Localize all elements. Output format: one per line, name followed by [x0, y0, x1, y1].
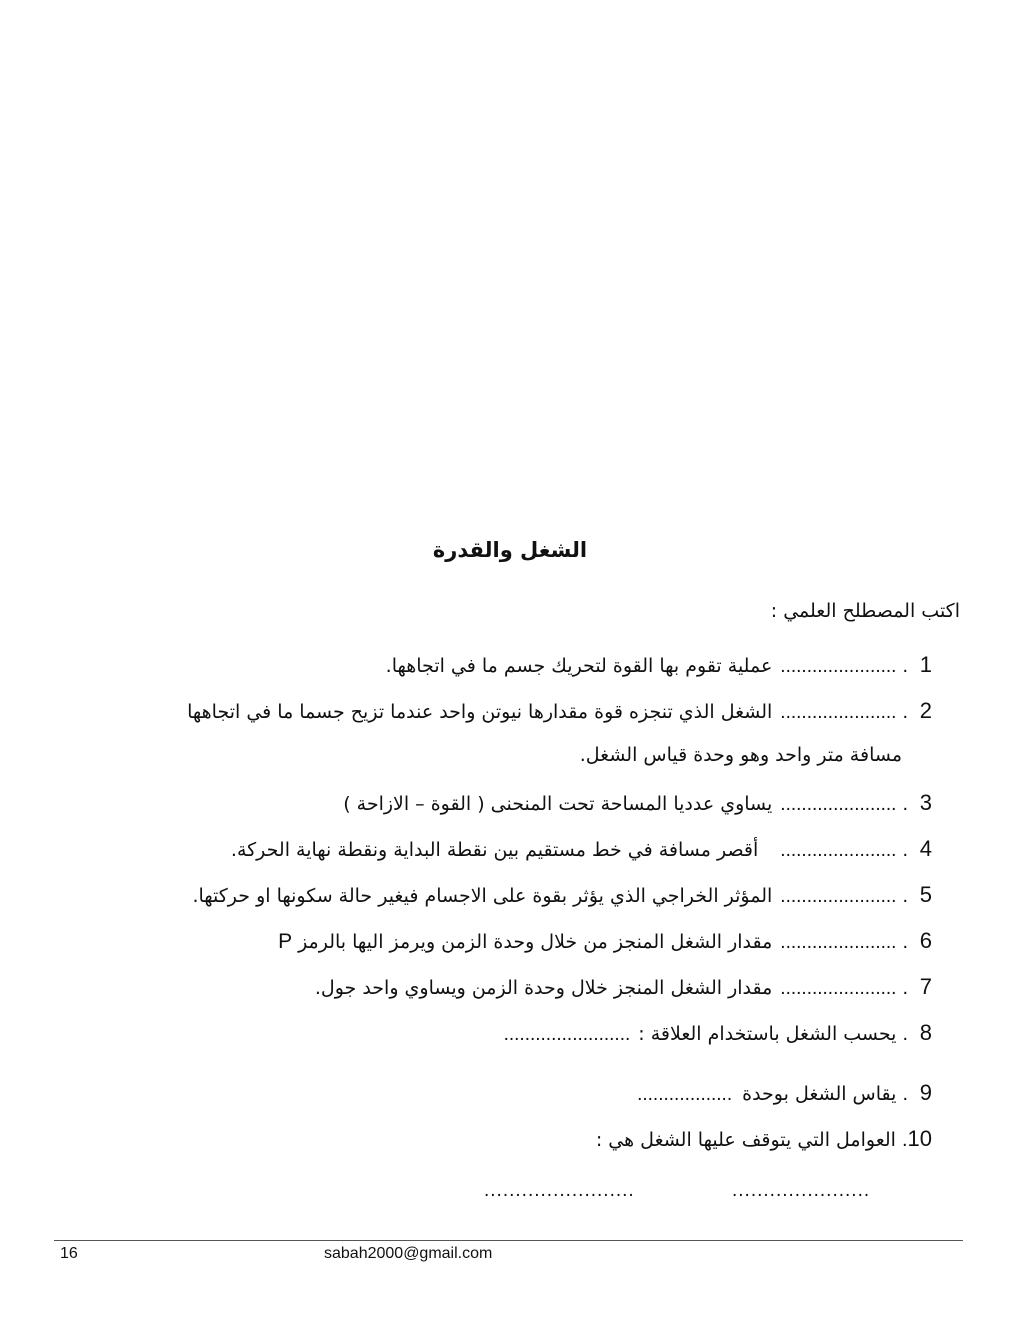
list-item: 8.يحسب الشغل باستخدام العلاقة :........................ [503, 1020, 932, 1045]
answer-blank: ...................... [780, 932, 897, 953]
page-number: 16 [60, 1245, 78, 1262]
page-title: الشغل والقدرة [432, 538, 588, 562]
answer-blank: ...................... [780, 978, 897, 999]
list-item: 2.......................الشغل الذي تنجزه قوة مقدارها نيوتن واحد عندما تزيح جسما ما في اتجاهها [187, 698, 932, 723]
list-item: 5.......................المؤثر الخراجي الذي يؤثر بقوة على الاجسام فيغير حالة سكونها او حركتها. [192, 882, 932, 907]
item-text: مقدار الشغل المنجز من خلال وحدة الزمن ويرمز اليها بالرمز [298, 931, 773, 953]
answer-blank: ...................... [780, 886, 897, 907]
item-number: 10 [907, 1126, 932, 1151]
item-number: 9 [919, 1080, 932, 1105]
item-number: 1 [919, 652, 932, 677]
item-text: الشغل الذي تنجزه قوة مقدارها نيوتن واحد عندما تزيح جسما ما في اتجاهها [187, 701, 773, 723]
item-text: عملية تقوم بها القوة لتحريك جسم ما في اتجاهها. [385, 655, 773, 677]
answer-blank: ...................... [780, 702, 897, 723]
item-text: يقاس الشغل بوحدة [742, 1083, 897, 1105]
item-number: 7 [919, 974, 932, 999]
answer-blank: ...................... [780, 840, 897, 861]
list-item: 10.العوامل التي يتوقف عليها الشغل هي : [595, 1126, 932, 1151]
item-text: أقصر مسافة في خط مستقيم بين نقطة البداية ونقطة نهاية الحركة. [230, 839, 759, 861]
answer-blank: ........................ [503, 1024, 631, 1045]
power-symbol: P [278, 930, 293, 953]
list-item: 3.......................يساوي عدديا المساحة تحت المنحنى ( القوة – الازاحة ) [343, 790, 932, 815]
list-item: 4.......................أقصر مسافة في خط مستقيم بين نقطة البداية ونقطة نهاية الحركة. [230, 836, 932, 861]
item-number: 4 [919, 836, 932, 861]
answer-blank-left: ........................ [484, 1180, 635, 1201]
item-text: مقدار الشغل المنجز خلال وحدة الزمن ويساوي واحد جول. [314, 977, 773, 999]
item-text: يساوي عدديا المساحة تحت المنحنى ( القوة – الازاحة ) [343, 793, 773, 815]
footer-divider [54, 1240, 963, 1241]
answer-blank-right: ...................... [732, 1180, 871, 1201]
author-email: sabah2000@gmail.com [324, 1245, 493, 1262]
item-text: العوامل التي يتوقف عليها الشغل هي : [595, 1129, 896, 1151]
item-text: المؤثر الخراجي الذي يؤثر بقوة على الاجسام فيغير حالة سكونها او حركتها. [192, 885, 773, 907]
answer-blank: .................. [637, 1084, 733, 1105]
item-number: 6 [919, 928, 932, 953]
item-number: 3 [919, 790, 932, 815]
list-item: 1.......................عملية تقوم بها القوة لتحريك جسم ما في اتجاهها. [385, 652, 932, 677]
item-number: 5 [919, 882, 932, 907]
instruction-text: اكتب المصطلح العلمي : [770, 600, 960, 622]
item-text-continuation: مسافة متر واحد وهو وحدة قياس الشغل. [579, 744, 902, 766]
item-text: يحسب الشغل باستخدام العلاقة : [638, 1023, 897, 1045]
list-item: 6.......................مقدار الشغل المنجز من خلال وحدة الزمن ويرمز اليها بالرمزP [278, 928, 932, 953]
list-item: 9.يقاس الشغل بوحدة.................. [637, 1080, 932, 1105]
item-number: 8 [919, 1020, 932, 1045]
answer-blank: ...................... [780, 794, 897, 815]
item-number: 2 [919, 698, 932, 723]
answer-blank: ...................... [780, 656, 897, 677]
list-item: 7.......................مقدار الشغل المنجز خلال وحدة الزمن ويساوي واحد جول. [314, 974, 932, 999]
